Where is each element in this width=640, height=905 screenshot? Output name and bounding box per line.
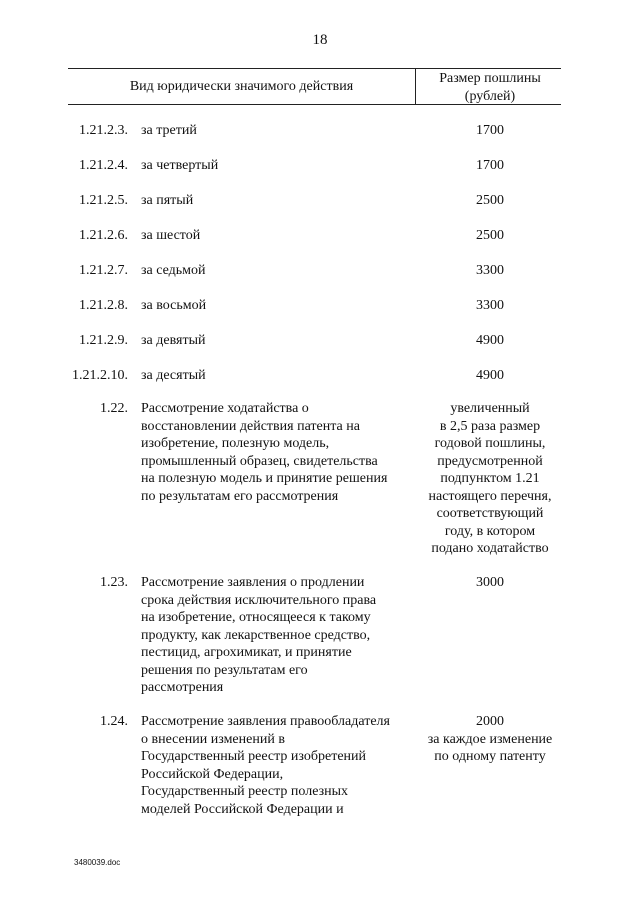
fee-line: предусмотренной bbox=[437, 453, 543, 469]
description-line: промышленный образец, свидетельства bbox=[141, 453, 378, 469]
table-header-bottom-rule bbox=[68, 104, 561, 105]
document-code: 3480039.doc bbox=[74, 858, 121, 867]
description-line: Государственный реестр изобретений bbox=[141, 749, 367, 764]
header-fee-line1: Размер пошлины bbox=[439, 71, 541, 86]
row-description: за шестой bbox=[141, 228, 201, 243]
row-fee bbox=[420, 297, 560, 315]
fee-line: 4900 bbox=[476, 333, 504, 348]
row-number: 1.24. bbox=[100, 714, 128, 729]
header-fee-column bbox=[420, 70, 560, 106]
row-description: за восьмой bbox=[141, 298, 207, 313]
row-number: 1.21.2.3. bbox=[79, 123, 128, 138]
page-number: 18 bbox=[312, 32, 328, 48]
row-number: 1.21.2.10. bbox=[72, 368, 128, 383]
description-line: рассмотрения bbox=[141, 680, 224, 695]
fee-line: подпунктом 1.21 bbox=[440, 471, 540, 486]
description-line: Рассмотрение ходатайства о bbox=[141, 401, 309, 416]
row-description: за девятый bbox=[141, 333, 206, 348]
header-fee-line2: (рублей) bbox=[464, 89, 516, 104]
row-description bbox=[141, 713, 411, 818]
description-line: изобретение, полезную модель, bbox=[141, 436, 330, 451]
row-fee bbox=[420, 262, 560, 280]
row-description bbox=[141, 400, 411, 505]
fee-line: в 2,5 раза размер bbox=[439, 418, 541, 434]
description-line: пестицид, агрохимикат, и принятие bbox=[141, 645, 352, 660]
row-fee bbox=[420, 227, 560, 245]
table-top-rule bbox=[68, 68, 561, 69]
row-number: 1.21.2.8. bbox=[79, 298, 128, 313]
row-fee bbox=[420, 122, 560, 140]
row-number: 1.21.2.4. bbox=[79, 158, 128, 173]
description-line: о внесении изменений в bbox=[141, 731, 285, 747]
fee-line: годовой пошлины, bbox=[434, 436, 546, 451]
description-line: решения по результатам его bbox=[141, 662, 308, 678]
row-number: 1.23. bbox=[100, 575, 128, 590]
row-number: 1.21.2.7. bbox=[79, 263, 128, 278]
fee-line: по одному патенту bbox=[434, 749, 546, 764]
description-line: срока действия исключительного права bbox=[141, 592, 377, 608]
description-line: на изобретение, относящееся к такому bbox=[141, 610, 371, 625]
description-line: на полезную модель и принятие решения bbox=[141, 471, 388, 486]
row-number: 1.21.2.6. bbox=[79, 228, 128, 243]
fee-line: 1700 bbox=[476, 158, 504, 173]
fee-line: 4900 bbox=[476, 368, 504, 383]
row-description: за третий bbox=[141, 123, 197, 138]
row-number: 1.21.2.9. bbox=[79, 333, 128, 348]
description-line: Государственный реестр полезных bbox=[141, 784, 349, 799]
row-fee bbox=[420, 574, 560, 592]
description-line: моделей Российской Федерации и bbox=[141, 801, 344, 817]
row-fee bbox=[420, 400, 560, 558]
description-line: Российской Федерации, bbox=[141, 766, 284, 782]
row-description: за седьмой bbox=[141, 263, 206, 278]
row-description bbox=[141, 574, 411, 697]
fee-line: 2000 bbox=[476, 714, 504, 729]
row-fee bbox=[420, 157, 560, 175]
row-description: за четвертый bbox=[141, 158, 219, 173]
fee-line: 3000 bbox=[476, 575, 504, 590]
description-line: продукту, как лекарственное средство, bbox=[141, 627, 371, 643]
description-line: по результатам его рассмотрения bbox=[141, 488, 339, 504]
row-fee bbox=[420, 192, 560, 210]
row-fee bbox=[420, 332, 560, 350]
fee-line: 3300 bbox=[476, 298, 504, 313]
fee-line: соответствующий bbox=[436, 506, 544, 521]
row-fee bbox=[420, 713, 560, 766]
fee-line: 1700 bbox=[476, 123, 504, 138]
description-line: восстановлении действия патента на bbox=[141, 418, 360, 434]
fee-line: 2500 bbox=[476, 228, 504, 243]
fee-line: за каждое изменение bbox=[427, 731, 553, 747]
description-line: Рассмотрение заявления о продлении bbox=[141, 575, 365, 590]
header-action-column: Вид юридически значимого действия bbox=[129, 79, 354, 94]
fee-line: 3300 bbox=[476, 263, 504, 278]
row-number: 1.22. bbox=[100, 401, 128, 416]
fee-line: году, в котором bbox=[444, 523, 536, 539]
row-number: 1.21.2.5. bbox=[79, 193, 128, 208]
fee-line: 2500 bbox=[476, 193, 504, 208]
description-line: Рассмотрение заявления правообладателя bbox=[141, 714, 390, 729]
header-column-divider bbox=[415, 68, 416, 104]
row-fee bbox=[420, 367, 560, 385]
fee-line: подано ходатайство bbox=[431, 541, 549, 556]
fee-line: настоящего перечня, bbox=[428, 488, 552, 504]
fee-line: увеличенный bbox=[450, 401, 530, 416]
row-description: за пятый bbox=[141, 193, 194, 208]
row-description: за десятый bbox=[141, 368, 206, 383]
